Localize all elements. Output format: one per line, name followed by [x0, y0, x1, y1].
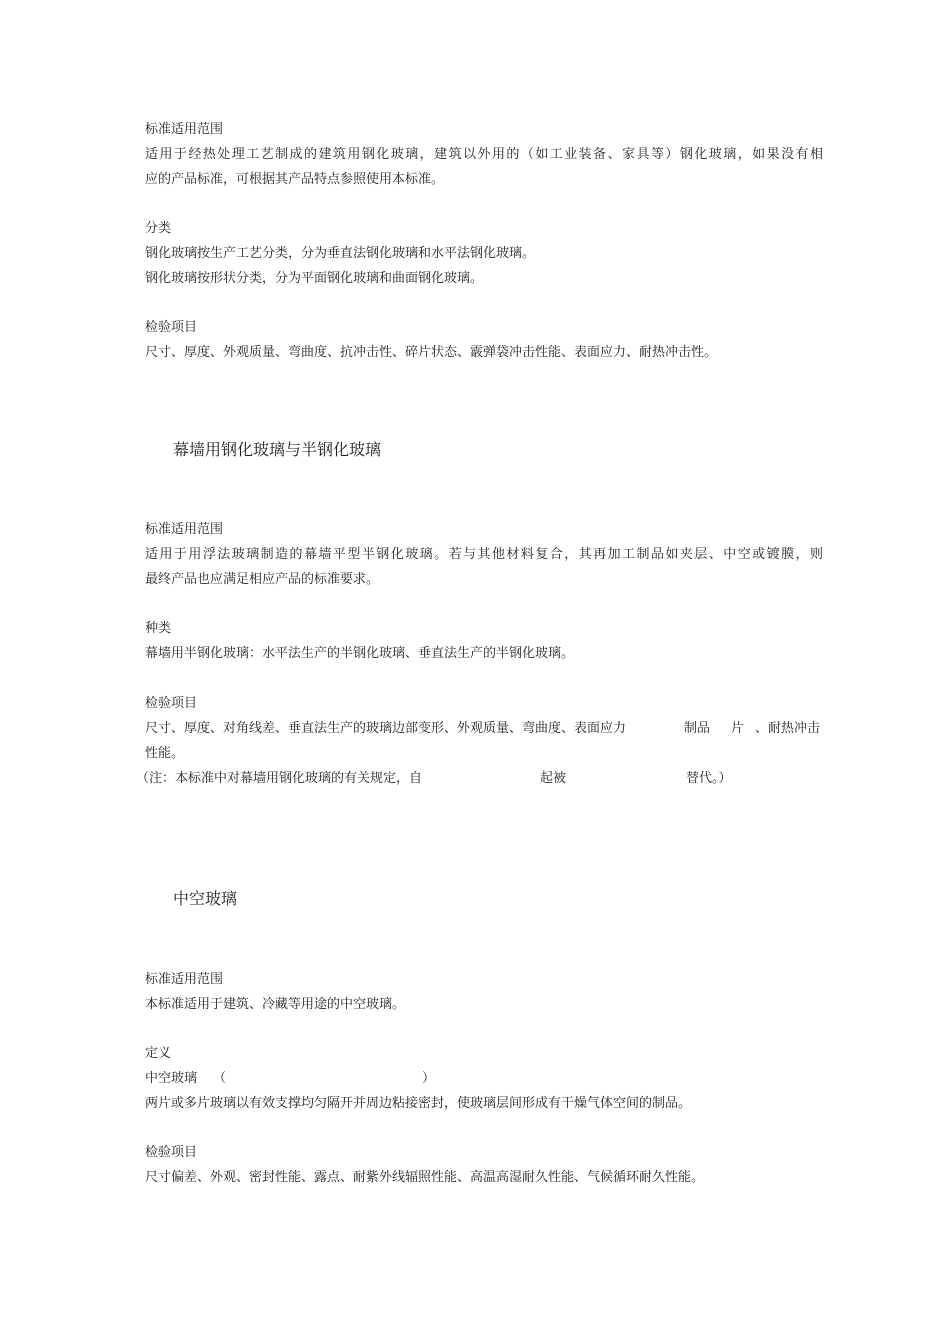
s2-note-part1: （注：本标准中对幕墙用钢化玻璃的有关规定，自	[136, 771, 423, 786]
s2-type-line1: 幕墙用半钢化玻璃：水平法生产的半钢化玻璃、垂直法生产的半钢化玻璃。	[145, 646, 575, 661]
s2-inspect-line1-part3: 片	[731, 721, 745, 736]
s3-def-label: 定义	[145, 1046, 172, 1061]
s3-def-line: 两片或多片玻璃以有效支撑均匀隔开并周边粘接密封，使玻璃层间形成有干燥气体空间的制品。	[145, 1096, 692, 1111]
s2-inspect-line2: 性能。	[145, 746, 185, 761]
s2-scope-line1: 适用于用浮法玻璃制造的幕墙平型半钢化玻璃。若与其他材料复合，其再加工制品如夹层、中空或镀膜，则	[145, 547, 823, 562]
s1-inspect-label: 检验项目	[145, 320, 198, 335]
s2-inspect-label: 检验项目	[145, 696, 198, 711]
s2-inspect-line1-part2: 制品	[684, 721, 711, 736]
s1-class-line2: 钢化玻璃按形状分类，分为平面钢化玻璃和曲面钢化玻璃。	[145, 271, 484, 286]
s3-inspect-line1: 尺寸偏差、外观、密封性能、露点、耐紫外线辐照性能、高温高湿耐久性能、气候循环耐久性能。	[145, 1170, 705, 1185]
s3-def-term: 中空玻璃	[145, 1071, 198, 1086]
s3-scope-line1: 本标准适用于建筑、冷藏等用途的中空玻璃。	[145, 997, 406, 1012]
s2-inspect-line1-part4: 、耐热冲击	[755, 721, 821, 736]
s2-inspect-line1-part1: 尺寸、厚度、对角线差、垂直法生产的玻璃边部变形、外观质量、弯曲度、表面应力	[145, 721, 627, 736]
s1-scope-line2: 应的产品标准，可根据其产品特点参照使用本标准。	[145, 172, 445, 187]
s2-note-part2: 起被	[540, 771, 567, 786]
s2-scope-line2: 最终产品也应满足相应产品的标准要求。	[145, 572, 380, 587]
s2-type-label: 种类	[145, 621, 172, 636]
s3-heading: 中空玻璃	[173, 889, 238, 908]
s3-def-paren-open: （	[213, 1071, 227, 1086]
s2-note-part3: 替代。）	[686, 771, 732, 786]
s1-class-line1: 钢化玻璃按生产工艺分类，分为垂直法钢化玻璃和水平法钢化玻璃。	[145, 246, 536, 261]
s3-scope-label: 标准适用范围	[145, 972, 224, 987]
s3-inspect-label: 检验项目	[145, 1145, 198, 1160]
s1-scope-label: 标准适用范围	[145, 122, 224, 137]
s1-class-label: 分类	[145, 221, 172, 236]
s1-scope-line1: 适用于经热处理工艺制成的建筑用钢化玻璃，建筑以外用的（如工业装备、家具等）钢化玻璃，如果没有相	[145, 147, 823, 162]
s2-heading: 幕墙用钢化玻璃与半钢化玻璃	[173, 440, 382, 459]
s3-def-paren-close: ）	[422, 1071, 436, 1086]
s1-inspect-line1: 尺寸、厚度、外观质量、弯曲度、抗冲击性、碎片状态、霰弹袋冲击性能、表面应力、耐热冲击性。	[145, 345, 718, 360]
s2-scope-label: 标准适用范围	[145, 522, 224, 537]
